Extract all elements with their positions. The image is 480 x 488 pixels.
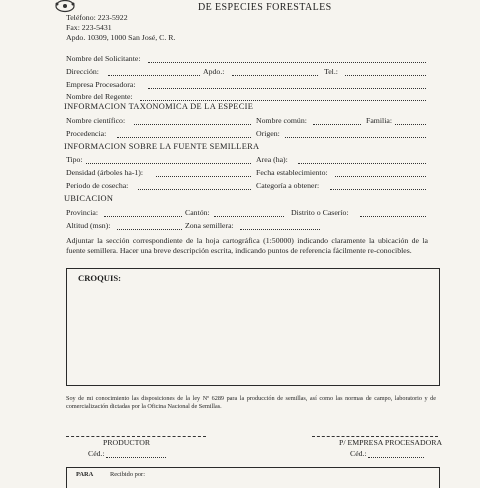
label-densidad: Densidad (árboles ha-1): (66, 168, 144, 177)
signature-line-empresa[interactable] (312, 436, 438, 437)
field-distrito[interactable] (360, 216, 426, 217)
label-empresa-procesadora: P/ EMPRESA PROCESADORA (339, 438, 443, 447)
heading-fuente: INFORMACION SOBRE LA FUENTE SEMILLERA (64, 142, 260, 151)
label-tel: Tel.: (324, 67, 338, 76)
field-familia[interactable] (395, 124, 426, 125)
field-area[interactable] (298, 163, 426, 164)
label-nombre-solicitante: Nombre del Solicitante: (66, 54, 141, 63)
field-provincia[interactable] (104, 216, 182, 217)
label-categoria: Categoría a obtener: (256, 181, 320, 190)
label-fecha: Fecha establecimiento: (256, 168, 328, 177)
field-categoria[interactable] (330, 189, 426, 190)
field-origen[interactable] (285, 137, 426, 138)
label-recibido: Recibido por: (110, 471, 145, 478)
label-direccion: Dirección: (66, 67, 99, 76)
field-empresa[interactable] (148, 88, 426, 89)
heading-ubicacion: UBICACION (64, 194, 114, 203)
label-canton: Cantón: (185, 208, 210, 217)
field-altitud[interactable] (117, 229, 182, 230)
label-periodo: Periodo de cosecha: (66, 181, 129, 190)
label-productor: PRODUCTOR (103, 438, 151, 447)
label-area: Area (ha): (256, 155, 288, 164)
label-apdo: Apdo.: (203, 67, 225, 76)
croquis-label: CROQUIS: (78, 273, 121, 283)
field-fecha[interactable] (335, 176, 426, 177)
field-procedencia[interactable] (117, 137, 251, 138)
ubicacion-instruction: Adjuntar la sección correspondiente de la hoja cartográfica (1:50000) indicando claramente la ubicación de la fuente semillera. Hacer una breve descripción escrita, indicando puntos de referencia fácilmente re-conocibles. (66, 236, 428, 255)
field-ced-productor[interactable] (106, 457, 166, 458)
field-regente[interactable] (140, 100, 426, 101)
field-direccion[interactable] (108, 75, 200, 76)
field-ced-empresa[interactable] (368, 457, 424, 458)
field-nombre-solicitante[interactable] (148, 62, 426, 63)
signature-line-productor[interactable] (66, 436, 206, 437)
field-nombre-comun[interactable] (313, 124, 361, 125)
label-nombre-cientifico: Nombre científico: (66, 116, 126, 125)
field-apdo[interactable] (232, 75, 318, 76)
field-densidad[interactable] (156, 176, 251, 177)
label-para: PARA (76, 471, 94, 478)
office-logo-icon (54, 0, 76, 14)
label-ced-right: Céd.: (350, 449, 367, 458)
field-nombre-cientifico[interactable] (134, 124, 251, 125)
contact-phone: Teléfono: 223-5922 (66, 13, 128, 22)
label-provincia: Provincia: (66, 208, 99, 217)
label-distrito: Distrito o Caserío: (291, 208, 349, 217)
label-procedencia: Procedencia: (66, 129, 107, 138)
declaration-text: Soy de mi conocimiento las disposiciones de la ley Nº 6289 para la producción de semillas, así como las normas de campo, laboratorio y de comercialización dictadas por la Oficina Nacional de Semillas. (66, 395, 436, 410)
label-regente: Nombre del Regente: (66, 92, 133, 101)
field-zona[interactable] (240, 229, 320, 230)
croquis-box[interactable] (66, 268, 440, 386)
contact-fax: Fax: 223-5431 (66, 23, 112, 32)
label-origen: Origen: (256, 129, 280, 138)
label-zona: Zona semillera: (185, 221, 234, 230)
label-nombre-comun: Nombre común: (256, 116, 307, 125)
label-familia: Familia: (366, 116, 392, 125)
contact-address: Apdo. 10309, 1000 San José, C. R. (66, 33, 176, 42)
field-canton[interactable] (214, 216, 284, 217)
form-title: DE ESPECIES FORESTALES (198, 2, 332, 13)
field-tipo[interactable] (86, 163, 251, 164)
heading-taxonomica: INFORMACION TAXONOMICA DE LA ESPECIE (64, 102, 254, 111)
field-periodo[interactable] (138, 189, 251, 190)
label-altitud: Altitud (msn): (66, 221, 111, 230)
label-ced-left: Céd.: (88, 449, 105, 458)
label-tipo: Tipo: (66, 155, 83, 164)
field-tel[interactable] (345, 75, 426, 76)
label-empresa: Empresa Procesadora: (66, 80, 136, 89)
